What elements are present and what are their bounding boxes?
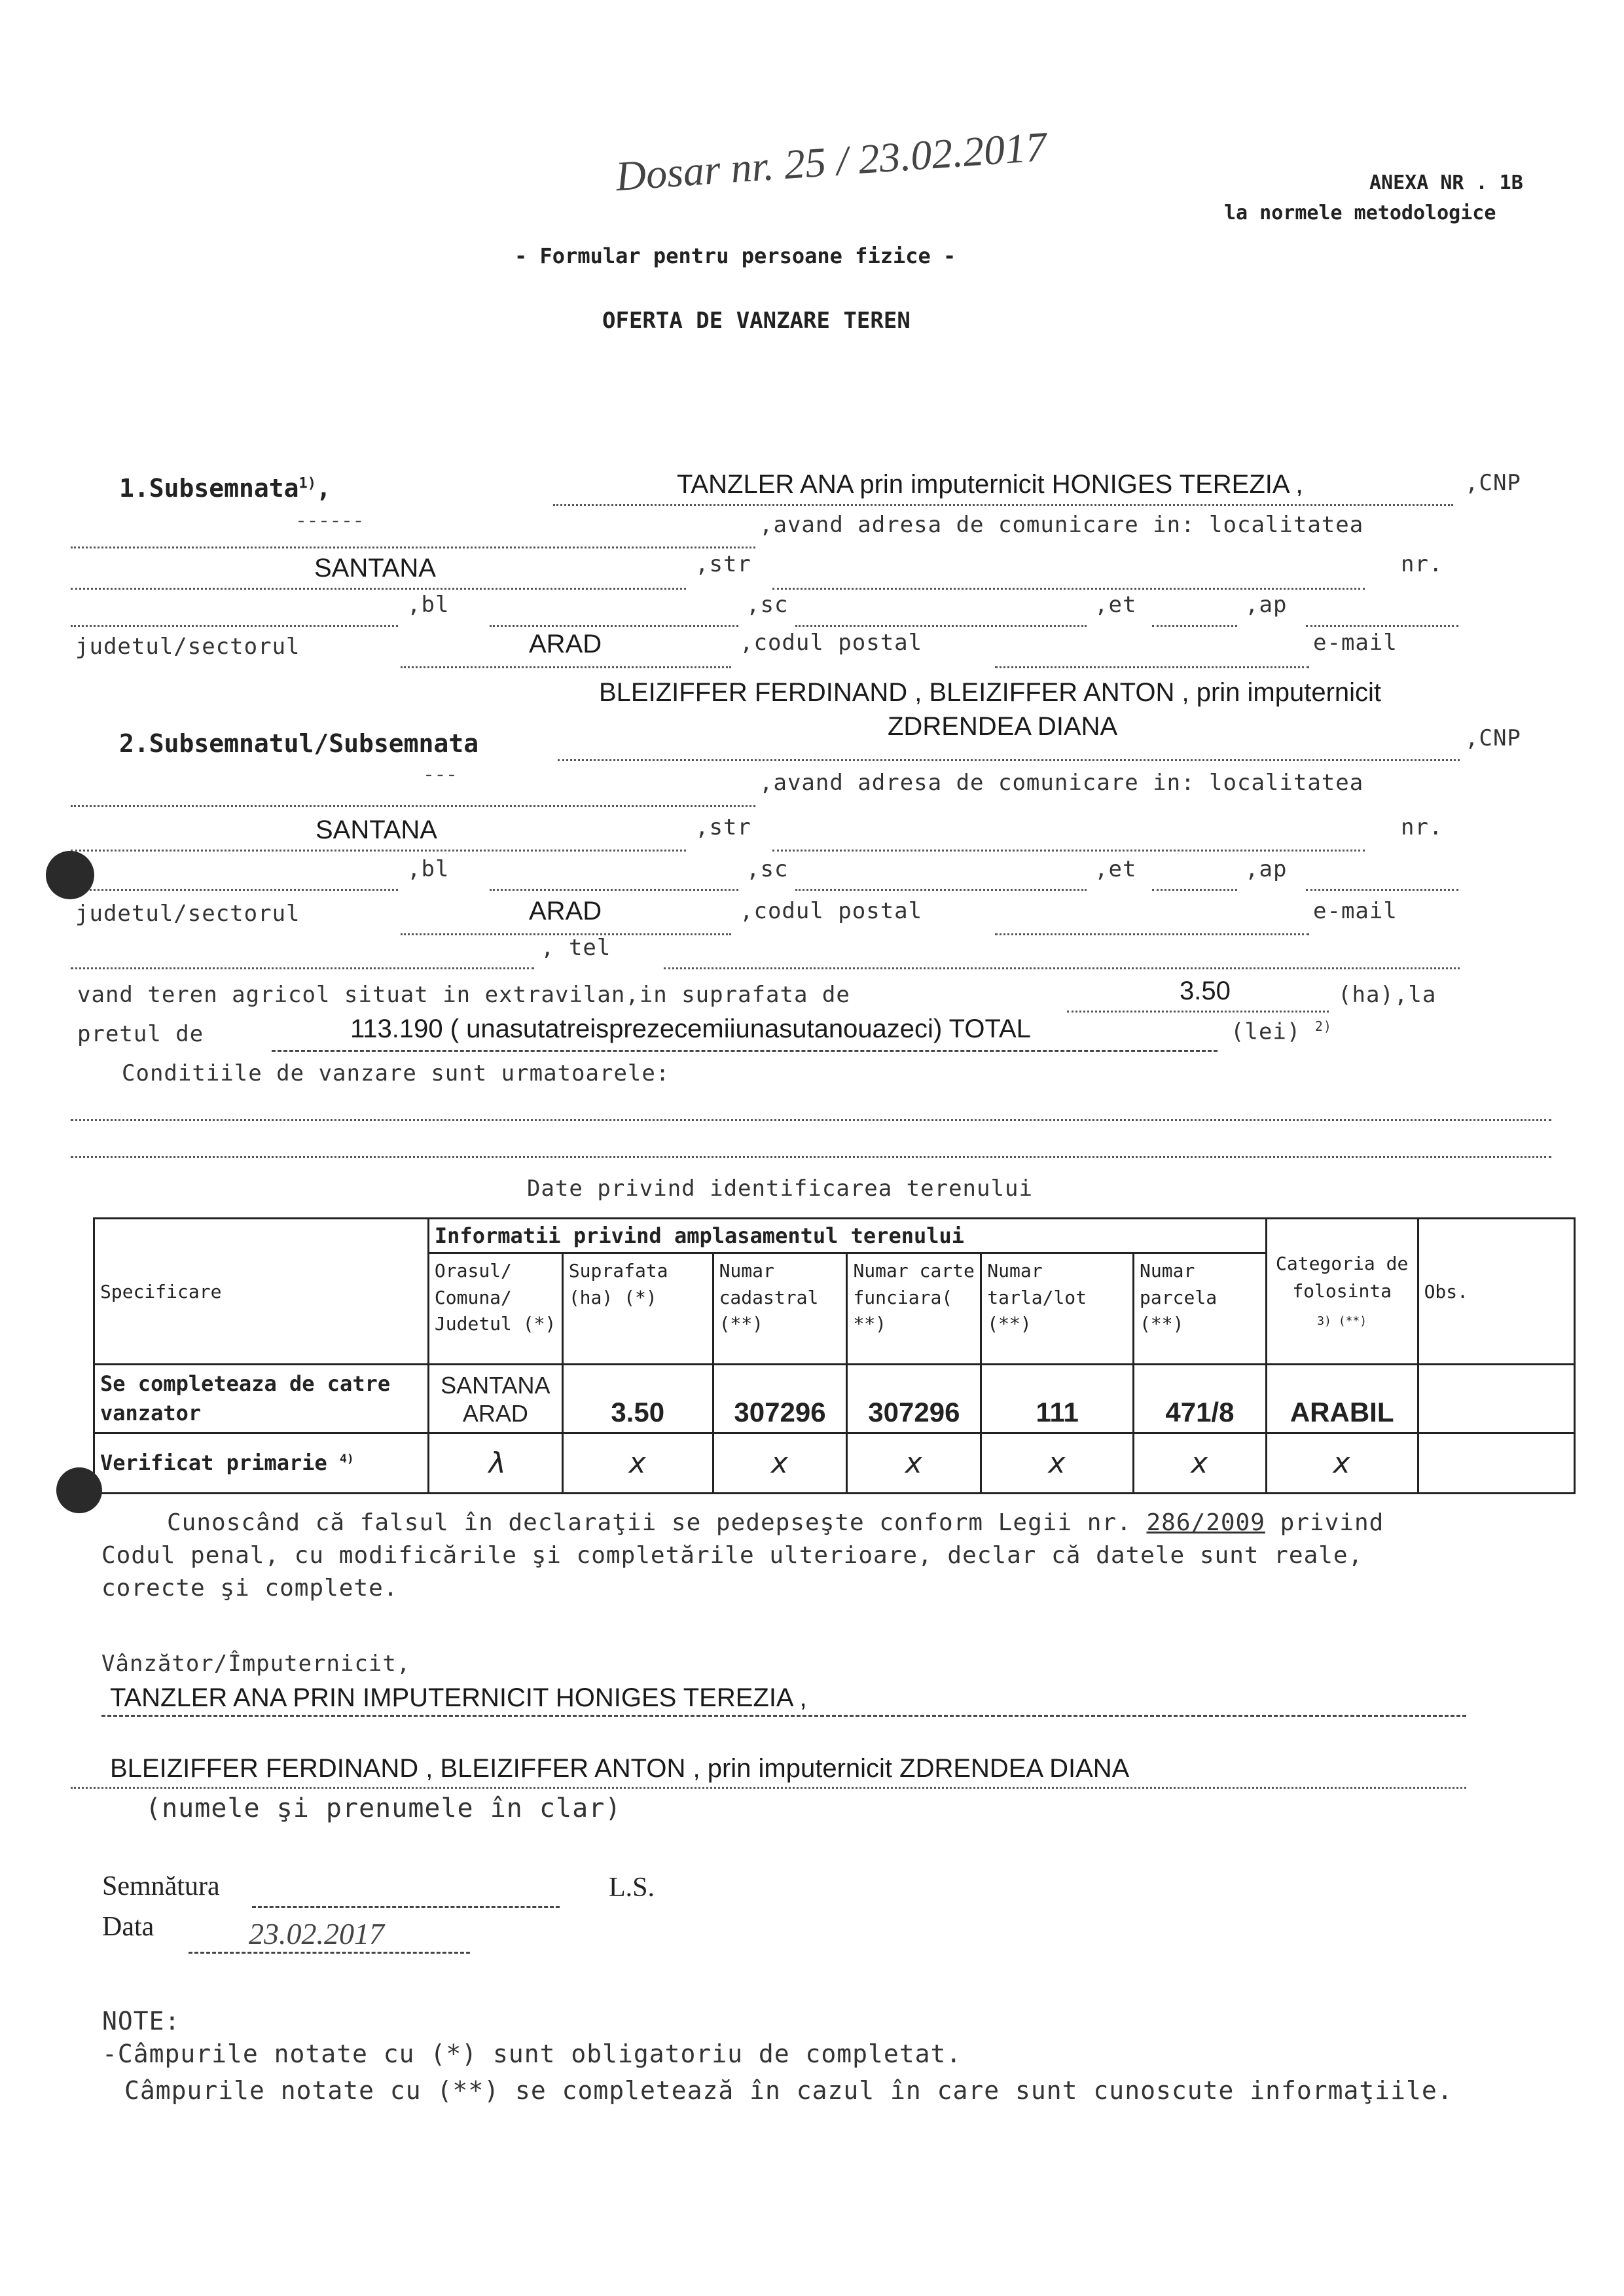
row-verified-text: Verificat primarie xyxy=(100,1450,327,1476)
declaration-line1 xyxy=(167,1509,1384,1536)
section2-county-label: judetul/sectorul xyxy=(75,901,300,927)
section2-locality-line xyxy=(71,850,686,852)
section2-label: 2.Subsemnatul/Subsemnata xyxy=(119,729,479,758)
section1-cnp-line xyxy=(71,547,755,548)
offer-land-text: vand teren agricol situat in extravilan,in suprafata de xyxy=(77,982,850,1008)
section1-postal-line xyxy=(995,666,1309,668)
section2-bl-line xyxy=(490,889,738,891)
section1-sc-line xyxy=(795,625,1087,627)
offer-price-label: pretul de xyxy=(77,1021,204,1047)
page-title: OFERTA DE VANZARE TEREN xyxy=(602,308,911,334)
section2-postal-line xyxy=(995,933,1309,935)
section2-ap-label: ,ap xyxy=(1245,856,1288,882)
col-header-locality: Orasul/ Comuna/ Judetul (*) xyxy=(428,1253,562,1365)
section1-bl-line xyxy=(490,625,738,627)
section2-name-line2[interactable]: ZDRENDEA DIANA xyxy=(888,712,1118,741)
signatory-label: Vânzător/Împuternicit, xyxy=(101,1651,411,1677)
section1-nr-label: nr. xyxy=(1401,551,1443,577)
section1-bl-label: ,bl xyxy=(407,592,450,618)
section1-name-line xyxy=(553,504,1453,506)
obs-header: Obs. xyxy=(1418,1219,1574,1365)
form-type: - Formular pentru persoane fizice - xyxy=(514,243,956,268)
cell-obs[interactable] xyxy=(1418,1365,1574,1433)
section1-email-label: e-mail xyxy=(1313,630,1398,656)
date-value[interactable]: 23.02.2017 xyxy=(249,1917,384,1950)
land-table-caption: Date privind identificarea terenului xyxy=(527,1175,1033,1202)
section1-et-line xyxy=(1152,625,1237,627)
verified-mark-land-book[interactable]: x xyxy=(847,1433,981,1493)
section1-street-line xyxy=(772,588,1365,590)
section1-ap-line xyxy=(1306,625,1458,627)
section2-et-line xyxy=(1152,889,1237,891)
cell-category[interactable]: ARABIL xyxy=(1266,1365,1418,1433)
offer-price-line xyxy=(272,1050,1218,1052)
date-field-line xyxy=(189,1952,470,1954)
section2-name-line1[interactable]: BLEIZIFFER FERDINAND , BLEIZIFFER ANTON , prin imputernicit xyxy=(599,678,1382,707)
verified-mark-parcel[interactable]: x xyxy=(1134,1433,1267,1493)
section2-address-label: ,avand adresa de comunicare in: localitatea xyxy=(759,770,1364,796)
conditions-line-2 xyxy=(71,1156,1551,1158)
category-header xyxy=(1266,1219,1418,1365)
declaration-line1-a: Cunoscând că falsul în declaraţii se pedepseşte conform Legii nr. xyxy=(167,1509,1132,1536)
handwritten-registration: Dosar nr. 25 / 23.02.2017 xyxy=(614,123,1049,200)
conditions-line-1 xyxy=(71,1119,1551,1121)
signatory-line1-rule xyxy=(101,1715,1466,1717)
section1-postal-label: ,codul postal xyxy=(740,630,923,656)
col-header-tarla: Numar tarla/lot (**) xyxy=(981,1253,1134,1365)
declaration-line1-b: privind xyxy=(1280,1509,1384,1536)
verified-mark-cadastral[interactable]: x xyxy=(713,1433,847,1493)
section1-label-comma: , xyxy=(316,474,331,503)
land-table xyxy=(93,1217,1576,1494)
signature-field[interactable] xyxy=(252,1906,560,1908)
cell-locality[interactable] xyxy=(428,1365,562,1433)
footnote-3: 3) (**) xyxy=(1317,1314,1367,1328)
footnote-4: 4) xyxy=(340,1452,354,1466)
section1-et-label: ,et xyxy=(1094,592,1137,618)
notes-line1: -Câmpurile notate cu (*) sunt obligatoriu de completat. xyxy=(102,2039,962,2068)
section1-ap-label: ,ap xyxy=(1245,592,1288,618)
specificare-header: Specificare xyxy=(94,1219,429,1365)
section2-sc-line xyxy=(795,889,1087,891)
section2-street-line xyxy=(772,850,1365,852)
verified-mark-area[interactable]: x xyxy=(562,1433,713,1493)
section1-name[interactable]: TANZLER ANA prin imputernicit HONIGES TEREZIA , xyxy=(677,470,1303,499)
cell-parcel[interactable]: 471/8 xyxy=(1134,1365,1267,1433)
offer-conditions-label: Conditiile de vanzare sunt urmatoarele: xyxy=(122,1060,670,1086)
section2-email-label: e-mail xyxy=(1313,898,1398,924)
section1-cnp-label: ,CNP xyxy=(1465,470,1521,496)
section2-et-label: ,et xyxy=(1094,856,1137,882)
section2-str-label: ,str xyxy=(695,814,751,840)
verified-obs[interactable] xyxy=(1418,1433,1574,1493)
notes-title: NOTE: xyxy=(102,2007,181,2036)
section1-county-line xyxy=(401,666,731,668)
signature-label: Semnătura xyxy=(102,1871,220,1901)
col-header-parcel: Numar parcela (**) xyxy=(1134,1253,1267,1365)
offer-area-value[interactable]: 3.50 xyxy=(1180,977,1231,1005)
section2-cnp-label: ,CNP xyxy=(1465,725,1521,751)
verified-mark-tarla[interactable]: x xyxy=(981,1433,1134,1493)
section1-nr-line xyxy=(71,625,398,627)
cell-cadastral[interactable]: 307296 xyxy=(713,1365,847,1433)
redacted-mark: - - - - - - xyxy=(298,509,362,531)
col-header-area: Suprafata (ha) (*) xyxy=(562,1253,713,1365)
annex-number: ANEXA NR . 1B xyxy=(1369,171,1523,194)
signatory-line2[interactable]: BLEIZIFFER FERDINAND , BLEIZIFFER ANTON , prin imputernicit ZDRENDEA DIANA xyxy=(110,1754,1130,1783)
row-seller-label: Se completeaza de catre vanzator xyxy=(94,1365,429,1433)
date-label: Data xyxy=(102,1912,154,1942)
group-header: Informatii privind amplasamentul terenului xyxy=(428,1219,1266,1253)
footnote-2: 2) xyxy=(1314,1018,1332,1034)
section1-county-label: judetul/sectorul xyxy=(75,634,300,660)
section2-nr-label: nr. xyxy=(1401,814,1443,840)
section2-nr-line xyxy=(71,889,398,891)
section1-locality-line xyxy=(71,588,686,590)
section2-locality[interactable]: SANTANA xyxy=(316,816,437,844)
cell-tarla[interactable]: 111 xyxy=(981,1365,1134,1433)
ls-label: L.S. xyxy=(609,1873,655,1903)
punch-hole-bottom xyxy=(56,1467,102,1513)
cell-locality-county: ARAD xyxy=(462,1400,528,1427)
section1-address-label: ,avand adresa de comunicare in: localitatea xyxy=(759,512,1364,538)
offer-price-unit-text: (lei) xyxy=(1231,1018,1301,1045)
section2-tel-line-b xyxy=(664,967,1460,969)
section2-name-line xyxy=(558,759,1460,761)
section2-tel-line-a xyxy=(71,967,534,969)
signatory-line1[interactable]: TANZLER ANA PRIN IMPUTERNICIT HONIGES TEREZIA , xyxy=(110,1683,807,1712)
section1-county[interactable]: ARAD xyxy=(529,630,602,658)
section2-tel-label: , tel xyxy=(541,935,611,961)
declaration-line2: Codul penal, cu modificările şi completările ulterioare, declar că datele sunt reale, xyxy=(101,1542,1363,1569)
verified-mark-locality[interactable]: λ xyxy=(428,1433,562,1493)
redacted-mark-2: - - - xyxy=(425,763,455,785)
footnote-1: 1) xyxy=(298,475,317,492)
annex-subtitle: la normele metodologice xyxy=(1224,202,1496,224)
section2-ap-line xyxy=(1306,889,1458,891)
signatory-hint: (numele şi prenumele în clar) xyxy=(145,1793,622,1823)
signatory-line2-rule xyxy=(71,1787,1466,1789)
punch-hole-top xyxy=(46,851,94,899)
category-header-text: Categoria de folosinta xyxy=(1276,1253,1409,1302)
section1-locality[interactable]: SANTANA xyxy=(314,554,436,583)
cell-locality-town: SANTANA xyxy=(441,1372,550,1399)
cell-area[interactable]: 3.50 xyxy=(562,1365,713,1433)
section1-sc-label: ,sc xyxy=(746,592,789,618)
law-number: 286/2009 xyxy=(1146,1509,1265,1536)
section1-label-text: 1.Subsemnata xyxy=(119,474,299,503)
section2-sc-label: ,sc xyxy=(746,856,789,882)
col-header-land-book: Numar carte funciara( **) xyxy=(847,1253,981,1365)
section1-str-label: ,str xyxy=(695,551,751,577)
section2-county[interactable]: ARAD xyxy=(529,897,602,925)
notes-line2: Câmpurile notate cu (**) se completează în cazul în care sunt cunoscute informaţiile. xyxy=(124,2076,1453,2105)
offer-area-line xyxy=(1067,1011,1329,1013)
row-verified-label xyxy=(94,1433,429,1493)
offer-area-unit: (ha),la xyxy=(1338,982,1437,1008)
section1-label xyxy=(119,474,331,503)
verified-mark-category[interactable]: x xyxy=(1266,1433,1418,1493)
section2-cnp-line xyxy=(71,805,755,807)
offer-price-value[interactable]: 113.190 ( unasutatreisprezecemiiunasutanouazeci) TOTAL xyxy=(350,1014,1031,1043)
col-header-cadastral: Numar cadastral (**) xyxy=(713,1253,847,1365)
declaration-line3: corecte şi complete. xyxy=(101,1575,399,1602)
section2-postal-label: ,codul postal xyxy=(740,898,923,924)
cell-land-book[interactable]: 307296 xyxy=(847,1365,981,1433)
section2-bl-label: ,bl xyxy=(407,856,450,882)
offer-price-unit xyxy=(1231,1018,1332,1045)
